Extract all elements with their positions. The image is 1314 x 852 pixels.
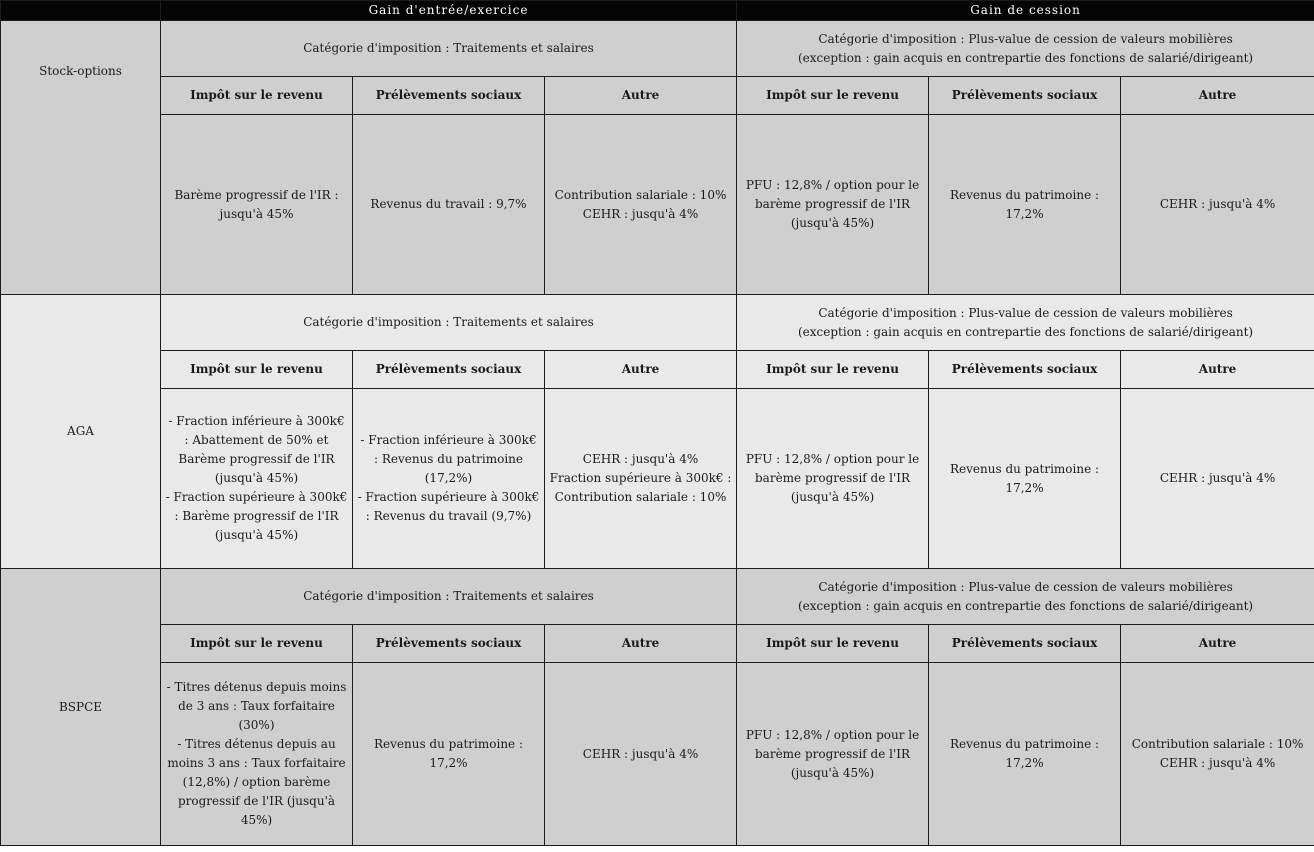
- table-cell: Revenus du travail : 9,7%: [353, 115, 545, 295]
- group-header-sale: Gain de cession: [737, 1, 1314, 21]
- col-header-social: Prélèvements sociaux: [353, 625, 545, 663]
- col-header-social: Prélèvements sociaux: [929, 625, 1121, 663]
- table-cell: - Fraction inférieure à 300k€ : Abattement de 50% et Barème progressif de l'IR (jusqu'à 45%) - Fraction supérieure à 300k€ : Barème progressif de l'IR (jusqu'à 45%): [161, 389, 353, 569]
- col-header-social: Prélèvements sociaux: [929, 351, 1121, 389]
- table-cell: CEHR : jusqu'à 4%: [1121, 115, 1314, 295]
- col-header-other: Autre: [545, 351, 737, 389]
- col-header-other: Autre: [1121, 625, 1314, 663]
- category-row: [1, 21, 1314, 77]
- category-row: [1, 569, 1314, 625]
- col-header-social: Prélèvements sociaux: [353, 77, 545, 115]
- table-cell: CEHR : jusqu'à 4%: [1121, 389, 1314, 569]
- table-cell: Revenus du patrimoine : 17,2%: [929, 389, 1121, 569]
- col-header-income-tax: Impôt sur le revenu: [161, 77, 353, 115]
- table-row: [1, 115, 1314, 295]
- category-left: Catégorie d'imposition : Traitements et salaires: [161, 21, 737, 77]
- col-header-other: Autre: [1121, 77, 1314, 115]
- column-header-row: [1, 351, 1314, 389]
- col-header-income-tax: Impôt sur le revenu: [161, 625, 353, 663]
- table-cell: PFU : 12,8% / option pour le barème progressif de l'IR (jusqu'à 45%): [737, 389, 929, 569]
- col-header-income-tax: Impôt sur le revenu: [161, 351, 353, 389]
- table-cell: Contribution salariale : 10% CEHR : jusqu'à 4%: [545, 115, 737, 295]
- table-cell: Contribution salariale : 10% CEHR : jusqu'à 4%: [1121, 663, 1314, 846]
- col-header-other: Autre: [545, 625, 737, 663]
- table-cell: PFU : 12,8% / option pour le barème progressif de l'IR (jusqu'à 45%): [737, 663, 929, 846]
- column-header-row: [1, 77, 1314, 115]
- column-header-row: [1, 625, 1314, 663]
- group-header-row: [1, 1, 1314, 21]
- table-cell: CEHR : jusqu'à 4% Fraction supérieure à 300k€ : Contribution salariale : 10%: [545, 389, 737, 569]
- col-header-income-tax: Impôt sur le revenu: [737, 77, 929, 115]
- table-cell: CEHR : jusqu'à 4%: [545, 663, 737, 846]
- col-header-other: Autre: [545, 77, 737, 115]
- table-cell: Revenus du patrimoine : 17,2%: [929, 663, 1121, 846]
- table-row: [1, 389, 1314, 569]
- col-header-income-tax: Impôt sur le revenu: [737, 625, 929, 663]
- col-header-social: Prélèvements sociaux: [929, 77, 1121, 115]
- row-label-stock-options: Stock-options: [1, 21, 161, 295]
- table-cell: Revenus du patrimoine : 17,2%: [353, 663, 545, 846]
- category-row: [1, 295, 1314, 351]
- row-label-bspce: BSPCE: [1, 569, 161, 846]
- group-header-entry: Gain d'entrée/exercice: [161, 1, 737, 21]
- col-header-other: Autre: [1121, 351, 1314, 389]
- row-label-aga: AGA: [1, 295, 161, 569]
- corner-cell: [1, 1, 161, 21]
- table-cell: - Fraction inférieure à 300k€ : Revenus du patrimoine (17,2%) - Fraction supérieure à 300k€ : Revenus du travail (9,7%): [353, 389, 545, 569]
- col-header-income-tax: Impôt sur le revenu: [737, 351, 929, 389]
- category-right: Catégorie d'imposition : Plus-value de cession de valeurs mobilières (exception : gain acquis en contrepartie des fonctions de salarié/dirigeant): [737, 21, 1314, 77]
- category-right: Catégorie d'imposition : Plus-value de cession de valeurs mobilières (exception : gain acquis en contrepartie des fonctions de salarié/dirigeant): [737, 295, 1314, 351]
- col-header-social: Prélèvements sociaux: [353, 351, 545, 389]
- table-cell: Barème progressif de l'IR : jusqu'à 45%: [161, 115, 353, 295]
- category-left: Catégorie d'imposition : Traitements et salaires: [161, 569, 737, 625]
- table-cell: Revenus du patrimoine : 17,2%: [929, 115, 1121, 295]
- category-left: Catégorie d'imposition : Traitements et salaires: [161, 295, 737, 351]
- category-right: Catégorie d'imposition : Plus-value de cession de valeurs mobilières (exception : gain acquis en contrepartie des fonctions de salarié/dirigeant): [737, 569, 1314, 625]
- table-row: [1, 663, 1314, 846]
- table-cell: - Titres détenus depuis moins de 3 ans : Taux forfaitaire (30%) - Titres détenus depuis au moins 3 ans : Taux forfaitaire (12,8%) / option barème progressif de l'IR (jusqu'à 45%): [161, 663, 353, 846]
- table-cell: PFU : 12,8% / option pour le barème progressif de l'IR (jusqu'à 45%): [737, 115, 929, 295]
